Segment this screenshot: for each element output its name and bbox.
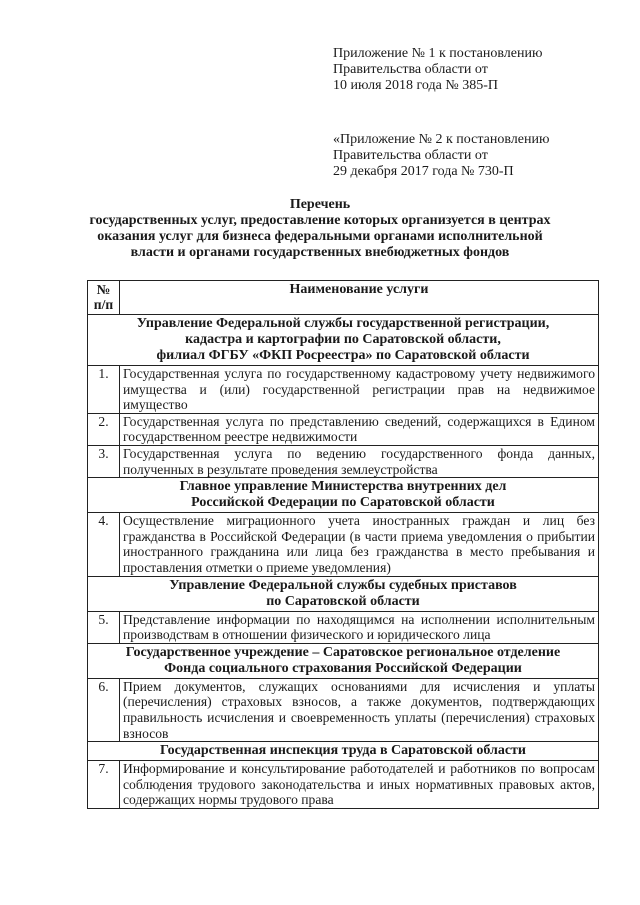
table-header-row [88, 281, 599, 315]
service-description: Представление информации по находящимся на исполнении исполнительным производствам в отношении физического и юридического лица [120, 611, 599, 643]
section-title [88, 576, 599, 611]
section-title-line: кадастра и картографии по Саратовской области, [185, 332, 501, 347]
service-description: Государственная услуга по ведению государственного фонда данных, полученных в результате проведения землеустройства [120, 445, 599, 477]
row-number: 4. [88, 513, 120, 576]
row-number: 2. [88, 413, 120, 445]
section-header-row [88, 478, 599, 513]
section-title-line: Управление Федеральной службы государственной регистрации, [136, 316, 550, 331]
section-title [88, 742, 599, 761]
section-header-row [88, 643, 599, 678]
title-line: оказания услуг для бизнеса федеральными органами исполнительной [97, 229, 543, 244]
appendix-line: «Приложение № 2 к постановлению [333, 132, 550, 147]
section-title-line: Фонда социального страхования Российской Федерации [164, 660, 522, 676]
section-title [88, 315, 599, 366]
row-number: 5. [88, 611, 120, 643]
appendix-line: 29 декабря 2017 года № 730-П [333, 164, 514, 179]
services-table [87, 280, 599, 809]
title-line: власти и органами государственных внебюджетных фондов [130, 245, 510, 260]
section-title [88, 478, 599, 513]
title-line: Перечень [289, 197, 351, 212]
section-header-row [88, 576, 599, 611]
header-num-line: № [96, 282, 111, 297]
appendix-1-block [333, 46, 542, 94]
row-number: 1. [88, 366, 120, 414]
service-description: Осуществление миграционного учета иностранных граждан и лиц без гражданства в Российской Федерации (в части приема уведомления о прибытии иностранного гражданина или лица без гражданства в место пребывания и проставления отметки о приеме уведомления) [120, 513, 599, 576]
section-title-line: Российской Федерации по Саратовской области [191, 495, 495, 511]
appendix-line: 10 июля 2018 года № 385-П [333, 78, 498, 93]
section-title-line: по Саратовской области [266, 593, 420, 609]
table-row [88, 611, 599, 643]
section-title-line: филиал ФГБУ «ФКП Росреестра» по Саратовской области [156, 348, 530, 363]
table-row [88, 513, 599, 576]
header-number [88, 281, 120, 315]
table-row [88, 413, 599, 445]
table-body [88, 315, 599, 809]
header-service-name: Наименование услуги [120, 281, 599, 315]
service-description: Государственная услуга по государственному кадастровому учету недвижимого имущества и (или) государственной регистрации прав на недвижимое имущество [120, 366, 599, 414]
table-row [88, 445, 599, 477]
document-title [0, 197, 640, 261]
appendix-2-block [333, 132, 549, 180]
row-number: 7. [88, 761, 120, 809]
section-header-row [88, 315, 599, 366]
appendix-line: Правительства области от [333, 62, 488, 77]
table-row [88, 678, 599, 741]
appendix-line: Правительства области от [333, 148, 488, 163]
row-number: 3. [88, 445, 120, 477]
service-description: Государственная услуга по представлению сведений, содержащихся в Едином государственном реестре недвижимости [120, 413, 599, 445]
section-title [88, 643, 599, 678]
title-line: государственных услуг, предоставление которых организуется в центрах [89, 213, 551, 228]
section-header-row [88, 742, 599, 761]
appendix-line: Приложение № 1 к постановлению [333, 46, 543, 61]
section-title-line: Государственная инспекция труда в Саратовской области [159, 743, 526, 759]
service-description: Прием документов, служащих основаниями для исчисления и уплаты (перечисления) страховых взносов, а также документов, подтверждающих правильность исчисления и своевременность уплаты (перечисления) страховых взносов [120, 678, 599, 741]
section-title-line: Главное управление Министерства внутренних дел [179, 479, 507, 495]
section-title-line: Управление Федеральной службы судебных приставов [169, 577, 517, 593]
service-description: Информирование и консультирование работодателей и работников по вопросам соблюдения трудового законодательства и иных нормативных правовых актов, содержащих нормы трудового права [120, 761, 599, 809]
section-title-line: Государственное учреждение – Саратовское региональное отделение [125, 644, 561, 660]
table-row [88, 366, 599, 414]
row-number: 6. [88, 678, 120, 741]
table-row [88, 761, 599, 809]
header-num-line: п/п [93, 297, 114, 312]
